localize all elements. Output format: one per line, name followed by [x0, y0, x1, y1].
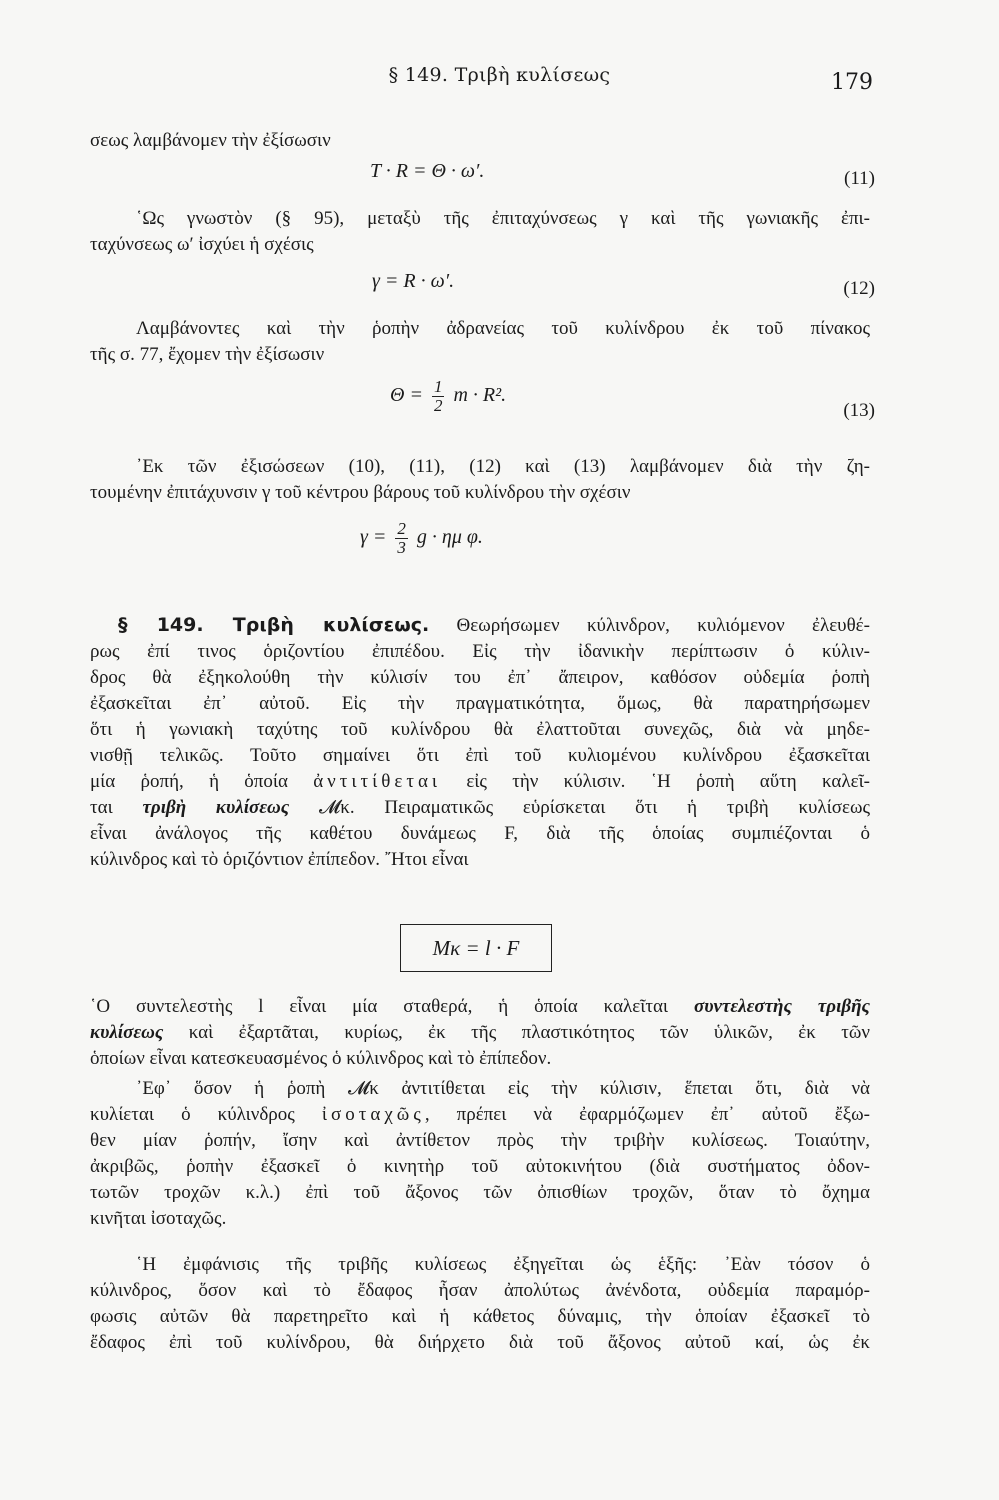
fraction — [395, 520, 408, 557]
text-line: κύλινδρος καὶ τὸ ὁριζόντιον ἐπίπεδον. ῎Ητοι εἶναι — [90, 849, 469, 870]
section-149-paragraph — [90, 612, 870, 873]
text-line: ἀκριβῶς, ῥοπὴν ἐξασκεῖ ὁ κινητὴρ τοῦ αὐτοκινήτου (διὰ συστήματος ὀδον- — [90, 1156, 870, 1177]
text-line: ἐξασκεῖται ἐπ᾿ αὐτοῦ. Εἰς τὴν πραγματικότητα, ὅμως, θὰ παρατηρήσωμεν — [90, 693, 870, 714]
text-line — [90, 1020, 870, 1046]
fraction-numerator: 1 — [433, 377, 443, 396]
equation-lhs: γ = — [360, 526, 387, 549]
section-heading: § 149. Τριβὴ κυλίσεως. — [118, 614, 430, 636]
text-line: ᾿Εκ τῶν ἐξισώσεων (10), (11), (12) καὶ (13) λαμβάνομεν διὰ τὴν ζη- — [136, 456, 870, 477]
term-rolling-friction: τριβὴ κυλίσεως — [142, 797, 290, 818]
paragraph-continuation — [90, 128, 870, 154]
text-span: μία ῥοπή, ἡ ὁποία — [90, 771, 314, 792]
text-line: κινῆται ἰσοταχῶς. — [90, 1208, 227, 1229]
page-number: 179 — [831, 70, 873, 95]
text-span: ῾Ο συντελεστὴς l εἶναι μία σταθερά, ἡ ὁποία καλεῖται — [90, 996, 694, 1017]
emphasized-text: ἰσοταχῶς — [321, 1104, 425, 1125]
emphasized-text: ἀντιτίθεται — [313, 771, 442, 792]
text-line — [90, 769, 870, 795]
equation-number: (11) — [844, 168, 875, 189]
fraction-numerator: 2 — [397, 519, 406, 538]
text-span: 𝓜κ. Πειραματικῶς εὑρίσκεται ὅτι ἡ τριβὴ κυλίσεως — [289, 797, 871, 818]
text-line: ταχύνσεως ω′ ἰσχύει ἡ σχέσις — [90, 234, 314, 255]
text-line: ᾿Εφ᾿ ὅσον ἡ ῥοπὴ 𝓜κ ἀντιτίθεται εἰς τὴν κύλισιν, ἕπεται ὅτι, διὰ νὰ — [136, 1078, 870, 1099]
boxed-equation: Mκ = l · F — [400, 924, 552, 972]
text-line: τῆς σ. 77, ἔχομεν τὴν ἐξίσωσιν — [90, 344, 325, 365]
fraction — [432, 378, 445, 415]
text-span: Θεωρήσωμεν κύλινδρον, κυλιόμενον ἐλευθέ- — [429, 615, 870, 636]
equation-11 — [90, 160, 875, 192]
equation-expression: γ = R · ω′. — [372, 270, 455, 292]
text-line — [90, 1102, 870, 1128]
paragraph-uniform-rolling — [90, 1076, 870, 1232]
paragraph-known-relation — [90, 206, 870, 258]
equation-acceleration — [90, 520, 875, 570]
text-line: Λαμβάνοντες καὶ τὴν ῥοπὴν ἀδρανείας τοῦ κυλίνδρου ἐκ τοῦ πίνακος — [136, 318, 870, 339]
paragraph-combining-equations — [90, 454, 870, 506]
text-line: θεν μίαν ῥοπήν, ἴσην καὶ ἀντίθετον πρὸς τὴν τριβὴν κυλίσεως. Τοιαύτην, — [90, 1130, 870, 1151]
text-line: ἔδαφος ἐπὶ τοῦ κυλίνδρου, θὰ διήρχετο διὰ τοῦ ἄξονος αὐτοῦ καί, ὡς ἐκ — [90, 1332, 870, 1353]
text-line: σεως λαμβάνομεν τὴν ἐξίσωσιν — [90, 130, 331, 151]
text-line: τωτῶν τροχῶν κ.λ.) ἐπὶ τοῦ ἄξονος τῶν ὀπισθίων τροχῶν, ὅταν τὸ ὄχημα — [90, 1182, 870, 1203]
equation-number: (13) — [843, 400, 875, 421]
equation-expression — [390, 378, 506, 415]
paragraph-coefficient — [90, 994, 870, 1072]
text-line: ρως ἐπί τινος ὁριζοντίου ἐπιπέδου. Εἰς τὴν ἰδανικὴν περίπτωσιν ὁ κύλιν- — [90, 641, 870, 662]
text-line: εἶναι ἀνάλογος τῆς καθέτου δυνάμεως F, διὰ τῆς ὁποίας συμπιέζονται ὁ — [90, 823, 870, 844]
equation-expression — [360, 520, 483, 557]
fraction-denominator: 2 — [433, 396, 443, 415]
term-coefficient: συντελεστὴς τριβῆς — [693, 996, 870, 1017]
paragraph-explanation — [90, 1252, 870, 1356]
equation-rhs: m · R². — [453, 384, 507, 407]
text-span: , πρέπει νὰ ἐφαρμόζωμεν ἐπ᾿ αὐτοῦ ἔξω- — [424, 1104, 870, 1125]
equation-12 — [90, 270, 875, 302]
text-line: τουμένην ἐπιτάχυνσιν γ τοῦ κέντρου βάρους τοῦ κυλίνδρου τὴν σχέσιν — [90, 482, 631, 503]
paragraph-moment-of-inertia — [90, 316, 870, 368]
term-coefficient-cont: κυλίσεως — [90, 1022, 164, 1043]
text-line — [90, 612, 870, 639]
text-line: δρος θὰ ἐξηκολούθη τὴν κύλισίν του ἐπ᾿ ἄπειρον, καθόσον οὐδεμία ῥοπὴ — [90, 667, 870, 688]
equation-rhs: g · ημ φ. — [416, 526, 483, 549]
text-line: κύλινδρος, ὅσον καὶ τὸ ἔδαφος ἦσαν ἀπολύτως ἀνένδοτα, οὐδεμία παραμόρ- — [90, 1280, 870, 1301]
equation-lhs: Θ = — [390, 384, 423, 407]
fraction-denominator: 3 — [397, 538, 406, 557]
text-line: φωσις αὐτῶν θὰ παρετηρεῖτο καὶ ἡ κάθετος δύναμις, τὴν ὁποίαν ἐξασκεῖ τὸ — [90, 1306, 870, 1327]
text-line: ὁποίων εἶναι κατεσκευασμένος ὁ κύλινδρος καὶ τὸ ἐπίπεδον. — [90, 1048, 552, 1069]
equation-number: (12) — [843, 278, 875, 299]
text-span: εἰς τὴν κύλισιν. ῾Η ῥοπὴ αὕτη καλεῖ- — [441, 771, 871, 792]
text-line — [90, 795, 870, 821]
running-head: § 149. Τριβὴ κυλίσεως — [388, 64, 611, 86]
text-line — [90, 994, 870, 1020]
text-span: ται — [90, 797, 143, 818]
text-line: νισθῇ τελικῶς. Τοῦτο σημαίνει ὅτι ἐπὶ τοῦ κυλιομένου κυλίνδρου ἐξασκεῖται — [90, 745, 870, 766]
text-span: κυλίεται ὁ κύλινδρος — [90, 1104, 322, 1125]
equation-13 — [90, 378, 875, 428]
text-line: ὅτι ἡ γωνιακὴ ταχύτης τοῦ κυλίνδρου θὰ ἐλαττοῦται συνεχῶς, διὰ νὰ μηδε- — [90, 719, 870, 740]
text-line: ῾Η ἐμφάνισις τῆς τριβῆς κυλίσεως ἐξηγεῖται ὡς ἑξῆς: ᾿Εὰν τόσον ὁ — [136, 1254, 870, 1275]
equation-expression: T · R = Θ · ω′. — [370, 160, 485, 182]
text-line: ῾Ως γνωστὸν (§ 95), μεταξὺ τῆς ἐπιταχύνσεως γ καὶ τῆς γωνιακῆς ἐπι- — [136, 208, 870, 229]
text-span: καὶ ἐξαρτᾶται, κυρίως, ἐκ τῆς πλαστικότητος τῶν ὑλικῶν, ἐκ τῶν — [163, 1022, 870, 1043]
